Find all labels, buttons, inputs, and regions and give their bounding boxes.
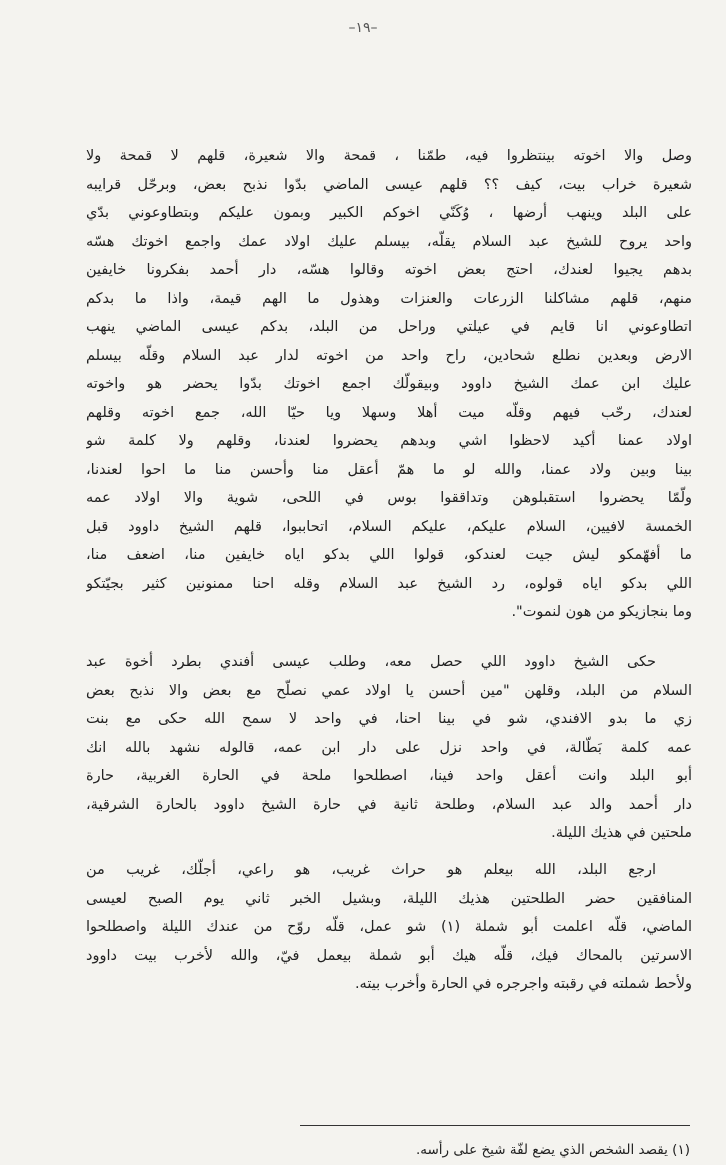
text-line: الارض وبعدين نطلع شحادين، راح واحد من اخوته لدار عبد السلام وقلّه بيسلم xyxy=(86,347,692,364)
text-line: منهم، قلهم مشاكلنا الزرعات والعنزات وهذول ما الهم قيمة، واذا ما بدكم xyxy=(86,290,692,307)
text-line: حكى الشيخ داوود اللي حصل معه، وطلب عيسى أفندي بطرد أخوة عبد xyxy=(86,654,656,670)
text-line: المنافقين حضر الطلحتين هذيك الليلة، وبشيل الخبر ثاني يوم الصبح لعيسى xyxy=(86,890,692,907)
text-line: وما بنجازيكو من هون لنموت". xyxy=(511,604,692,620)
text-line: الخمسة لافيين، السلام عليكم، عليكم السلام، اتحاببوا، قلهم الشيخ داوود قبل xyxy=(86,518,692,535)
text-line: أبو البلد وانت أعقل واحد فينا، اصطلحوا ملحة في الحارة الغربية، حارة xyxy=(86,768,692,784)
paragraph-2 xyxy=(86,648,692,848)
text-line: اللي بدكو اياه قولوه، رد الشيخ عبد السلام وقله احنا ممنونين كثير بجيّتكو xyxy=(86,575,692,592)
text-line: ارجع البلد، الله بيعلم هو حراث غريب، هو راعي، أجلّك، غريب من xyxy=(86,862,656,878)
paragraph-3 xyxy=(86,856,692,999)
text-line: وصل والا اخوته بينتظروا فيه، طمّنا ، قمحة والا شعيرة، قلهم لا قمحة ولا xyxy=(86,148,692,164)
footnote-divider xyxy=(300,1125,690,1126)
page-number: –١٩– xyxy=(348,20,378,36)
text-line: اولاد عمنا أكيد لاحظوا اشي وبدهم يحضروا لعندنا، وقلهم ولا كلمة شو xyxy=(86,433,692,449)
text-line: بدهم يجيوا لعندك، احتج بعض اخوته وقالوا هسّه، دار أحمد بفكرونا خايفين xyxy=(86,262,692,278)
text-line: عمه كلمة بَطّالة، في واحد نزل على دار ابن عمه، قالوله نشهد بالله انك xyxy=(86,739,692,756)
text-line: لعندك، رحّب فيهم وقلّه ميت أهلا وسهلا ويا حيّا الله، جمع اخوته وقلهم xyxy=(86,404,692,421)
text-line: ولأحط شملته في رقبته واجرجره في الحارة وأخرب بيته. xyxy=(354,976,692,992)
text-line: اتطاوعوني انا قايم في عيلتي وراحل من البلد، بدكم عيسى الماضي ينهب xyxy=(86,319,692,335)
paragraph-1 xyxy=(86,142,692,627)
text-line: زي ما بدو الافندي، شو في بينا احنا، في واحد لا سمح الله حكى مع بنت xyxy=(86,711,692,727)
text-line: على البلد وينهب أرضها ، وُكَنّي اخوكم الكبير وبمون عليكم وبتطاوعوني بدّي xyxy=(86,205,692,221)
text-line: دار أحمد والد عبد السلام، وطلحة ثانية في حارة الشيخ داوود بالحارة الشرقية، xyxy=(86,796,692,813)
text-line: شعيرة خراب بيت، كيف ؟؟ قلهم عيسى الماضي بدّوا نذبح بعض، وبرحّل قرايبه xyxy=(86,176,692,193)
text-line: بينا وبين ولاد عمنا، والله لو ما همّ أعقل منا وأحسن منا ما احوا لعندنا، xyxy=(86,461,692,478)
footnote: (١) يقصد الشخص الذي يضع لفّة شيخ على رأسه. xyxy=(415,1142,690,1158)
text-line: الماضي، قلّه اعلمت أبو شملة (١) شو عمل، قلّه روّح من عندك الليلة واصطلحوا xyxy=(86,919,692,935)
text-line: السلام من البلد، وقلهن "مين أحسن يا اولاد عمي نصلّح مع بعض والا نذبح بعض xyxy=(86,682,692,699)
text-line: واحد يروح للشيخ عبد السلام يقلّه، بيسلم عليك اولاد عمك واجمع اخوتك هسّه xyxy=(86,233,692,250)
text-line: الاسرتين بالمحاك فيك، قلّه هيك أبو شملة بيعمل فيّ، والله لأخرب بيت داوود xyxy=(86,947,692,964)
text-line: ما أفهّمكو ليش جيت لعندكو، قولوا اللي بدكو اياه خايفين منا، اضعف منا، xyxy=(86,547,692,563)
text-line: عليك ابن عمك الشيخ داوود وبيقولّك اجمع اخوتك بدّوا يحضر هو واخوته xyxy=(86,376,692,392)
text-line: ملحتين في هذيك الليلة. xyxy=(551,825,692,841)
text-line: ولّمّا يحضروا استقبلوهن وتداققوا بوس في اللحى، شوية والا اولاد عمه xyxy=(86,490,692,506)
